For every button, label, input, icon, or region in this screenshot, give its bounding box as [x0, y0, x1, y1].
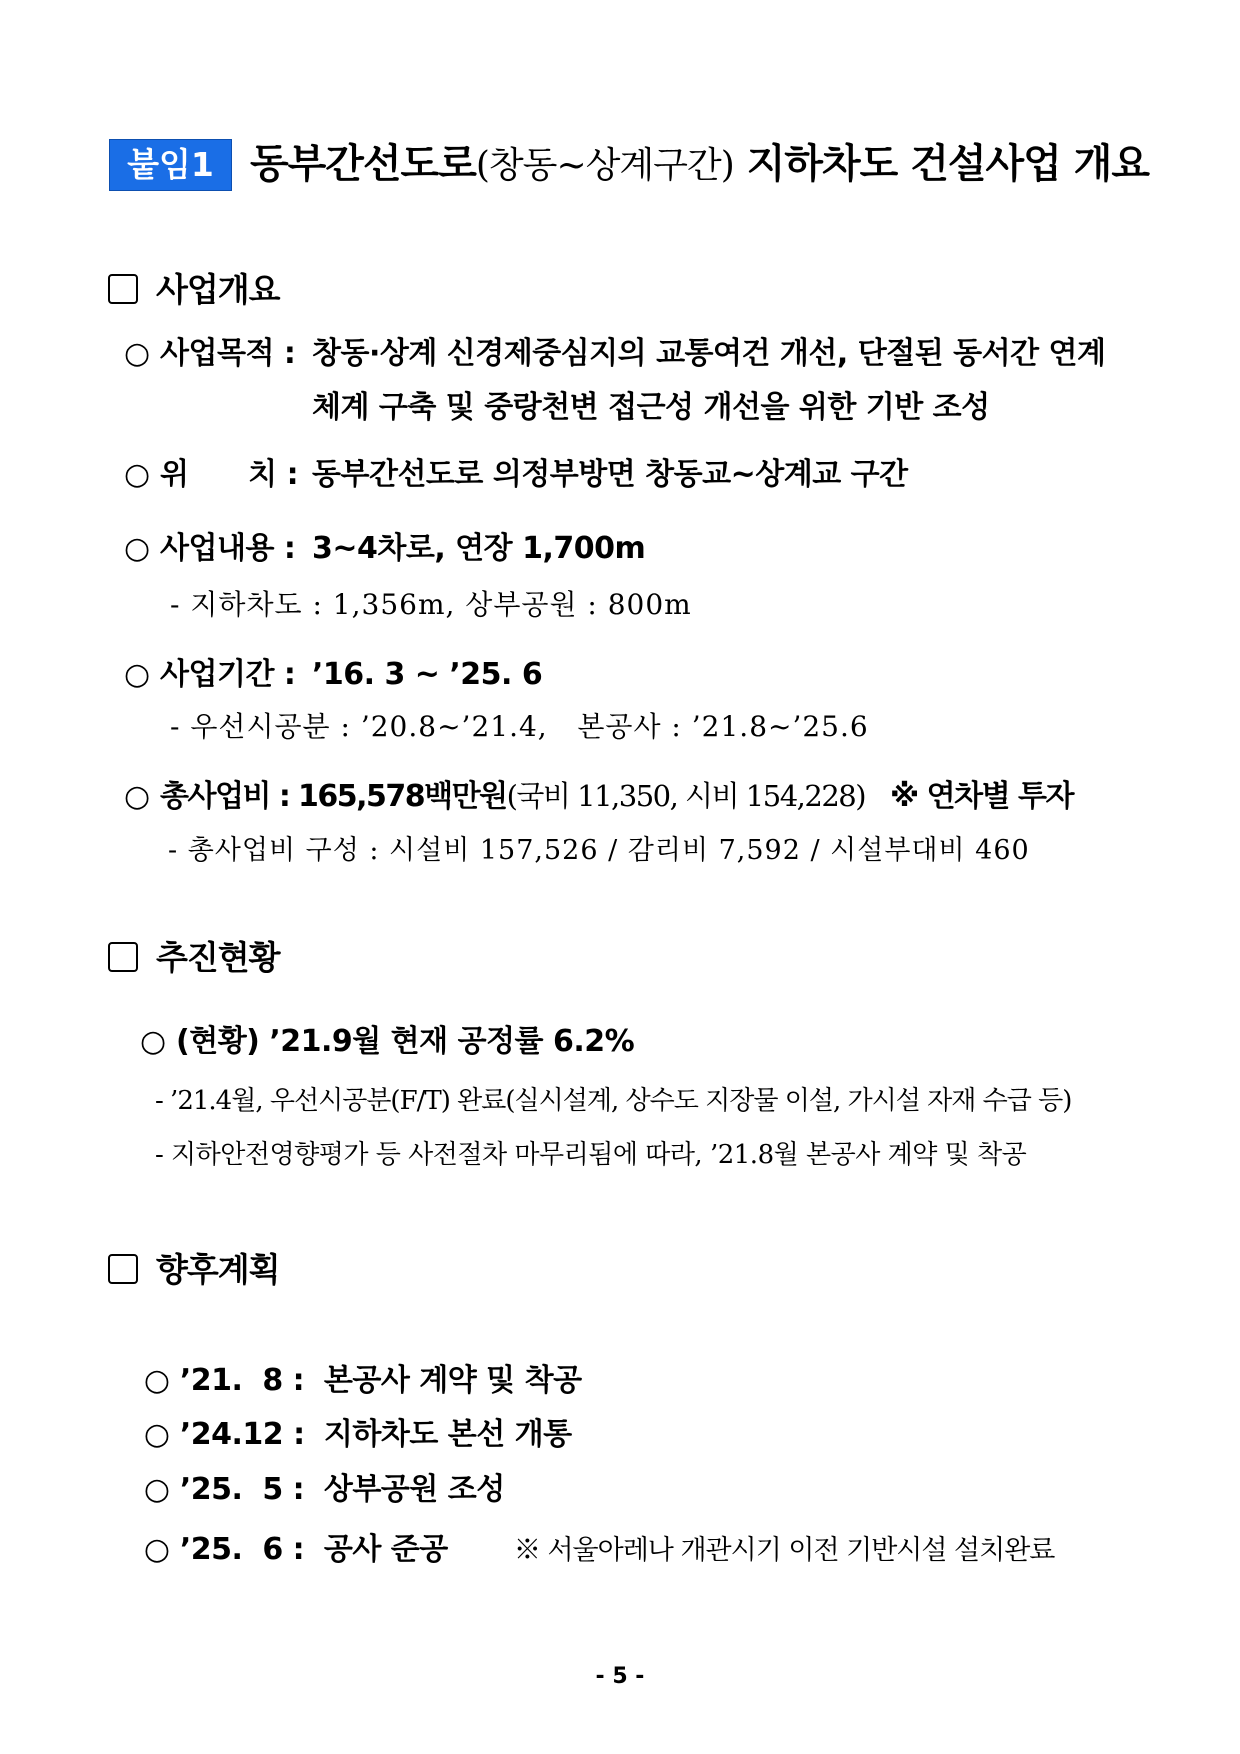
circle-bullet-icon: ○	[140, 1024, 166, 1059]
checkbox-square-icon	[108, 1254, 138, 1284]
title-main: 동부간선도로	[250, 141, 476, 187]
circle-bullet-icon: ○	[124, 457, 150, 492]
content-value: 3~4차로, 연장 1,700m	[312, 531, 646, 566]
circle-bullet-icon: ○	[124, 657, 150, 692]
circle-bullet-icon: ○	[143, 1532, 170, 1567]
period-item	[124, 655, 542, 695]
circle-bullet-icon: ○	[143, 1363, 170, 1398]
content-sub: - 지하차도 : 1,356m, 상부공원 : 800m	[170, 588, 692, 621]
circle-bullet-icon: ○	[124, 531, 150, 566]
content-item	[124, 529, 645, 569]
cost-value: 165,578백만원	[298, 779, 507, 814]
section-heading-overview	[108, 268, 280, 312]
plan-date: ’21. 8 :	[179, 1363, 305, 1398]
section-title: 추진현황	[156, 938, 280, 977]
location-item	[124, 455, 908, 495]
page-title	[250, 137, 1149, 193]
purpose-item	[124, 334, 1105, 374]
title-rest: 지하차도 건설사업 개요	[746, 141, 1149, 187]
plan-date: ’25. 6 :	[179, 1532, 305, 1567]
purpose-label: 사업목적 :	[160, 336, 296, 371]
plan-date: ’25. 5 :	[179, 1472, 305, 1507]
location-value: 동부간선도로 의정부방면 창동교~상계교 구간	[312, 457, 908, 492]
plan-note: ※ 서울아레나 개관시기 이전 기반시설 설치완료	[513, 1535, 1055, 1566]
content-label: 사업내용 :	[160, 531, 296, 566]
circle-bullet-icon: ○	[124, 779, 149, 814]
circle-bullet-icon: ○	[143, 1417, 170, 1452]
circle-bullet-icon: ○	[143, 1472, 170, 1507]
section-heading-progress	[108, 936, 280, 980]
period-label: 사업기간 :	[160, 657, 296, 692]
period-value: ’16. 3 ~ ’25. 6	[312, 657, 543, 692]
section-heading-plan	[108, 1248, 280, 1292]
cost-note: ※ 연차별 투자	[890, 779, 1073, 814]
period-sub: - 우선시공분 : ’20.8~’21.4, 본공사 : ’21.8~’25.6	[170, 710, 869, 743]
checkbox-square-icon	[108, 274, 138, 304]
plan-text: 상부공원 조성	[323, 1472, 505, 1507]
section-title: 향후계획	[156, 1250, 280, 1289]
cost-paren: (국비 11,350, 시비 154,228)	[506, 779, 866, 813]
purpose-text-2: 체계 구축 및 중랑천변 접근성 개선을 위한 기반 조성	[312, 390, 990, 425]
attachment-badge: 붙임1	[109, 139, 232, 191]
cost-label: 총사업비 :	[160, 779, 290, 814]
location-label: 위 치 :	[160, 457, 299, 492]
plan-text: 공사 준공	[323, 1532, 448, 1567]
progress-line-2: - 지하안전영향평가 등 사전절차 마무리됨에 따라, ’21.8월 본공사 계약 및 착공	[155, 1140, 1027, 1170]
plan-text: 지하차도 본선 개통	[323, 1417, 572, 1452]
page-number: - 5 -	[595, 1664, 645, 1689]
purpose-text-1: 창동·상계 신경제중심지의 교통여건 개선, 단절된 동서간 연계	[312, 336, 1106, 371]
progress-status	[140, 1022, 634, 1062]
plan-item	[124, 1490, 1054, 1571]
cost-item	[124, 776, 1073, 817]
progress-status-text: (현황) ’21.9월 현재 공정률 6.2%	[176, 1024, 635, 1059]
checkbox-square-icon	[108, 942, 138, 972]
circle-bullet-icon: ○	[124, 336, 150, 371]
plan-date: ’24.12 :	[179, 1417, 305, 1452]
cost-sub: - 총사업비 구성 : 시설비 157,526 / 감리비 7,592 / 시설부대비 460	[168, 835, 1030, 866]
section-title: 사업개요	[156, 270, 280, 309]
progress-line-1: - ’21.4월, 우선시공분(F/T) 완료(실시설계, 상수도 지장물 이설, 가시설 자재 수급 등)	[155, 1086, 1072, 1116]
plan-text: 본공사 계약 및 착공	[323, 1363, 582, 1398]
title-paren: (창동~상계구간)	[475, 145, 734, 186]
